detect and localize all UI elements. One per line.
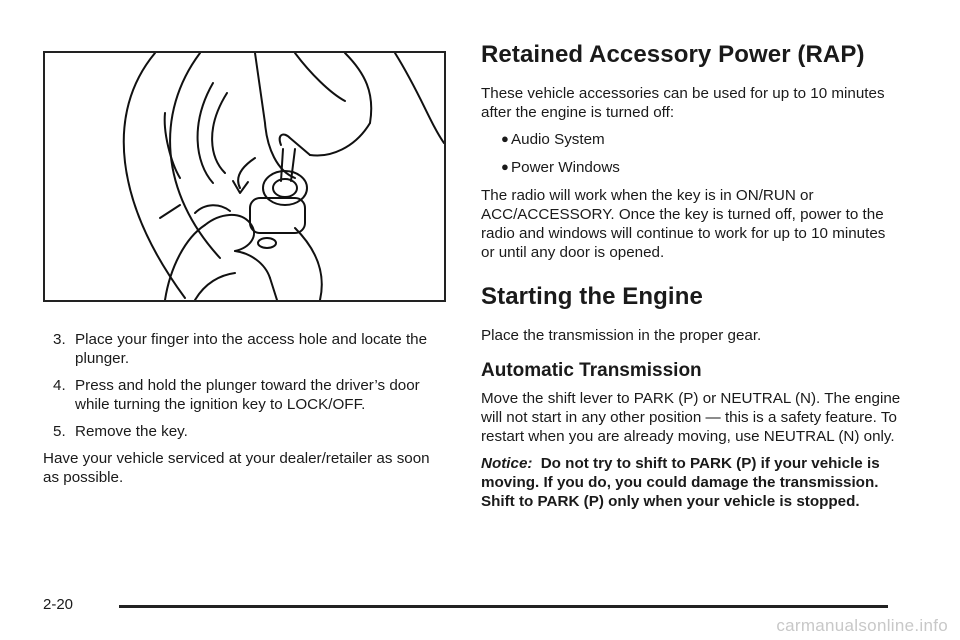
list-item: [481, 158, 901, 177]
list-item-text: Power Windows: [511, 159, 620, 176]
automatic-transmission-body: Move the shift lever to PARK (P) or NEUTRAL (N). The engine will not start in any other position — this is a safety feature. To restart when you are already moving, use NEUTRAL (N) only.: [481, 390, 901, 445]
ignition-key-removal-illustration-icon: [45, 53, 444, 300]
page-footer: [43, 596, 888, 616]
starting-engine-heading: Starting the Engine: [481, 283, 703, 310]
step-text: Remove the key.: [75, 423, 188, 440]
step-text: Place your finger into the access hole and locate the plunger.: [75, 331, 428, 367]
notice-label: Notice:: [481, 455, 533, 472]
ignition-illustration: [43, 51, 446, 302]
step-item: [43, 330, 448, 368]
step-number: 4.: [53, 377, 66, 394]
rap-body: The radio will work when the key is in ON/RUN or ACC/ACCESSORY. Once the key is turned off, power to the radio and windows will continue to work for up to 10 minutes or until any door is opened.: [481, 187, 886, 261]
page-number: 2-20: [43, 596, 74, 613]
list-item: [481, 130, 901, 149]
step-number: 3.: [53, 331, 66, 348]
step-item: [43, 422, 448, 441]
service-paragraph: Have your vehicle serviced at your dealer/retailer as soon as possible.: [43, 450, 430, 486]
bullet-icon: ●: [501, 159, 509, 174]
rap-heading: Retained Accessory Power (RAP): [481, 41, 865, 68]
right-column: [481, 40, 901, 511]
instruction-steps: [43, 330, 448, 441]
starting-engine-intro: Place the transmission in the proper gear.: [481, 327, 762, 344]
bullet-icon: ●: [501, 131, 509, 146]
rap-accessory-list: [481, 130, 901, 177]
footer-rule: [119, 605, 888, 608]
notice-text: Do not try to shift to PARK (P) if your vehicle is moving. If you do, you could damage the transmission. Shift to PARK (P) only when your vehicle is stopped.: [481, 455, 880, 510]
step-number: 5.: [53, 423, 66, 440]
step-text: Press and hold the plunger toward the driver’s door while turning the ignition key to LOCK/OFF.: [75, 377, 420, 413]
notice-block: [481, 454, 901, 511]
watermark: carmanualsonline.info: [776, 616, 948, 635]
automatic-transmission-heading: Automatic Transmission: [481, 360, 702, 381]
rap-intro: These vehicle accessories can be used for up to 10 minutes after the engine is turned off:: [481, 85, 885, 121]
left-column: [43, 330, 448, 495]
step-item: [43, 376, 448, 414]
list-item-text: Audio System: [511, 131, 605, 148]
